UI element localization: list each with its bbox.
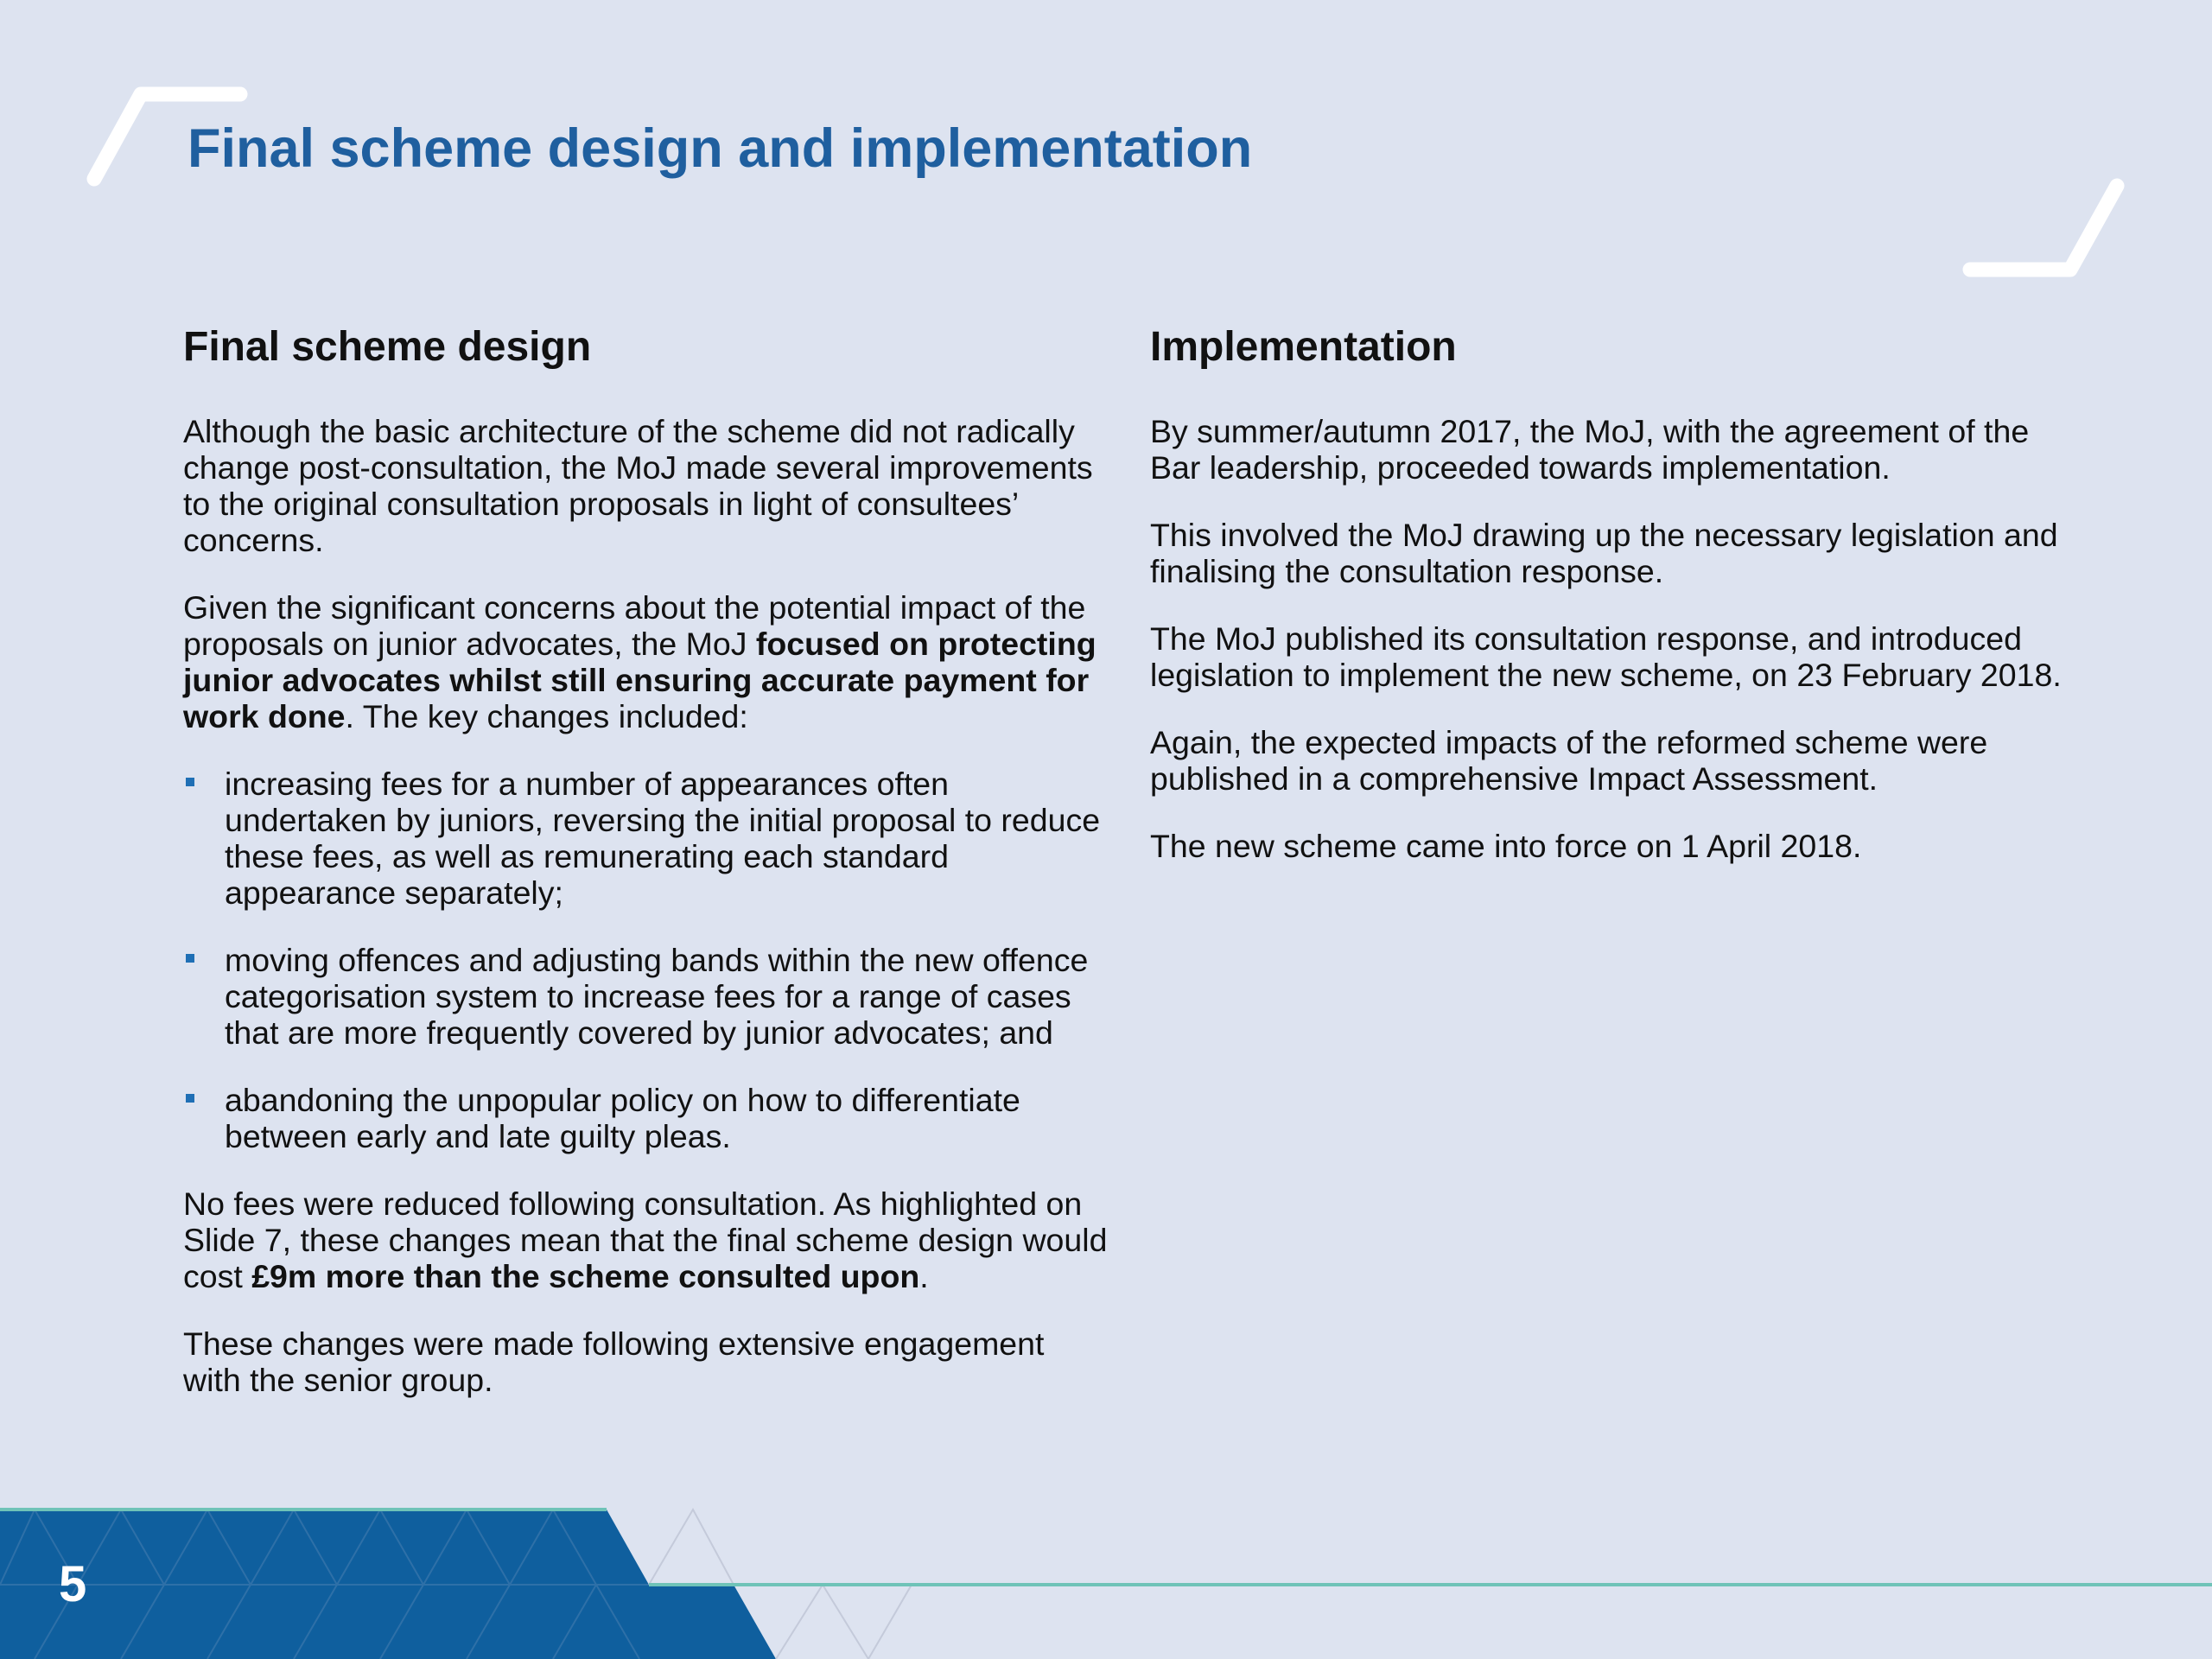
implementation-column (1150, 320, 2083, 895)
bold-text: focused on protecting junior advocates whilst still ensuring accurate payment for work done (183, 626, 1096, 734)
paragraph: This involved the MoJ drawing up the necessary legislation and finalising the consultation response. (1150, 517, 2058, 589)
paragraph: Although the basic architecture of the scheme did not radically change post-consultation, the MoJ made several improvements to the original consultation proposals in light of consultees’ concerns. (183, 413, 1093, 558)
section-heading: Final scheme design (183, 324, 592, 370)
list-item-text: moving offences and adjusting bands within the new offence categorisation system to increase fees for a range of cases that are more frequently covered by junior advocates; and (225, 942, 1089, 1051)
list-item-text: increasing fees for a number of appearances often undertaken by juniors, reversing the initial proposal to reduce these fees, as well as remunerating each standard appearance separately; (225, 766, 1101, 911)
bold-text: £9m more than the scheme consulted upon (251, 1258, 920, 1294)
bullet-icon (186, 954, 194, 963)
key-changes-list (183, 766, 1108, 1154)
bullet-icon (186, 1094, 194, 1103)
paragraph: By summer/autumn 2017, the MoJ, with the agreement of the Bar leadership, proceeded towards implementation. (1150, 413, 2030, 486)
paragraph: Again, the expected impacts of the reformed scheme were published in a comprehensive Impact Assessment. (1150, 724, 1988, 797)
bullet-icon (186, 778, 194, 786)
list-item (183, 942, 1108, 1051)
paragraph: The MoJ published its consultation response, and introduced legislation to implement the new scheme, on 23 February 2018. (1150, 620, 2062, 693)
bottom-right-bracket (1970, 186, 2117, 270)
paragraph: These changes were made following extensive engagement with the senior group. (183, 1325, 1045, 1398)
slide-title: Final scheme design and implementation (188, 118, 1253, 179)
text: No fees were reduced following consultation. As highlighted on Slide 7, these changes mean that the final scheme design would cost (183, 1185, 1108, 1294)
list-item (183, 766, 1108, 911)
page-number: 5 (59, 1556, 87, 1612)
paragraph (183, 1185, 1108, 1294)
list-item-text: abandoning the unpopular policy on how to differentiate between early and late guilty pleas. (225, 1082, 1020, 1154)
paragraph (183, 589, 1108, 734)
section-heading: Implementation (1150, 324, 1457, 370)
text: Given the significant concerns about the potential impact of the proposals on junior advocates, the MoJ (183, 589, 1086, 662)
text: . The key changes included: (345, 698, 748, 734)
final-scheme-design-column (183, 320, 1108, 1429)
text: . (919, 1258, 929, 1294)
list-item (183, 1082, 1108, 1154)
paragraph: The new scheme came into force on 1 April 2018. (1150, 828, 1862, 864)
